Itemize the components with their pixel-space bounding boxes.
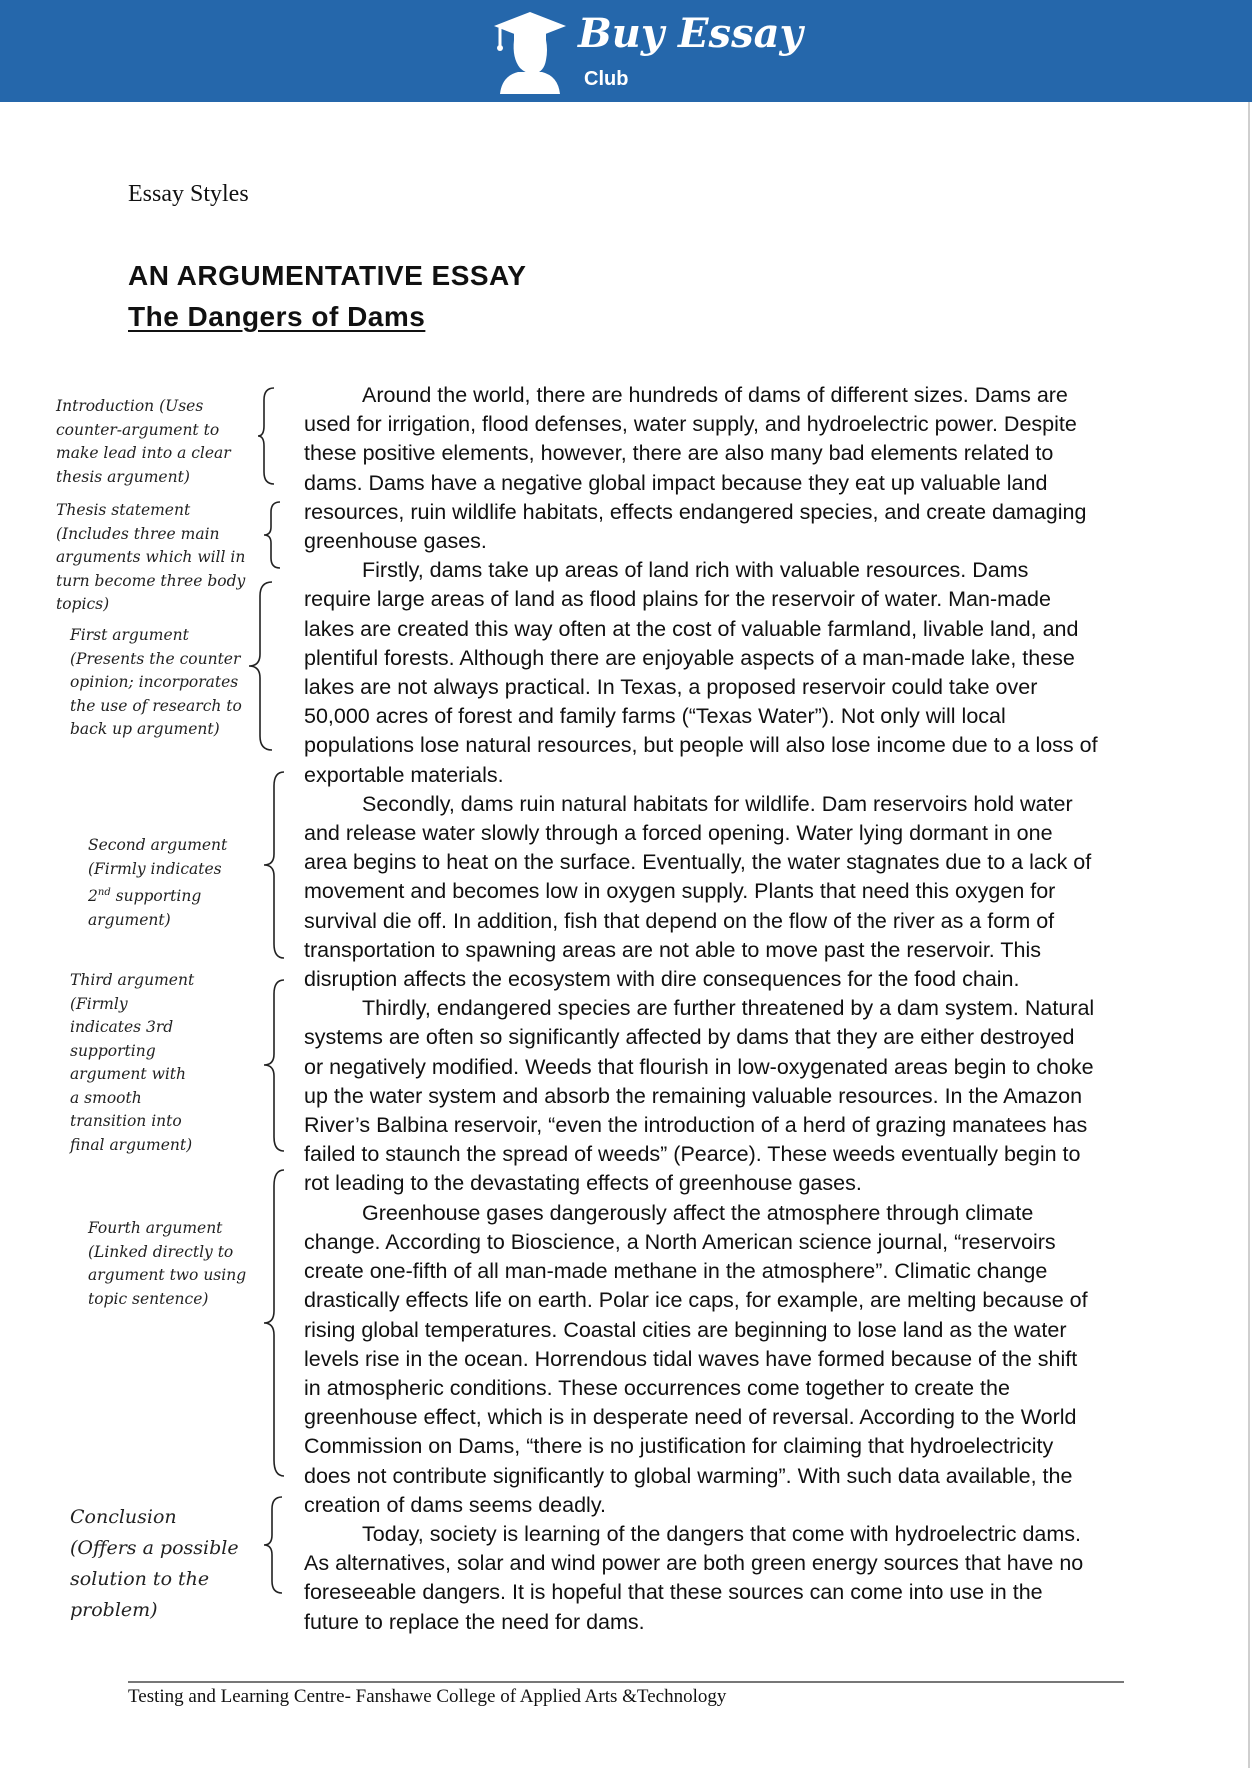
annotation-conclusion <box>70 1502 245 1626</box>
annotation-text: Introduction (Uses counter-argument to make lead into a clear thesis argument) <box>56 397 231 486</box>
annotation-text: Third argument (Firmly indicates 3rd supporting argument with a smooth transition into final argument) <box>70 971 195 1154</box>
annotation-superscript: nd <box>97 887 111 898</box>
brand-sub: Club <box>584 68 629 90</box>
paragraph-second-argument: Secondly, dams ruin natural habitats for wildlife. Dam reservoirs hold water and release water slowly through a forced opening. Water lying dormant in one area begins to heat on the surface. Eventually, the water stagnates due to a lack of movement and becomes low in oxygen supply. Plants that need this oxygen for survival die off. In addition, fish that depend on the flow of the river as a form of transportation to spawning areas are not able to move past the reservoir. This disruption affects the ecosystem with dire consequences for the food chain. <box>304 791 1092 992</box>
footer-divider <box>128 1681 1124 1683</box>
brace-second-argument <box>262 770 288 960</box>
paragraph-first-argument: Firstly, dams take up areas of land rich with valuable resources. Dams require large areas of land as flood plains for the reservoir of water. Man-made lakes are created this way often at the cost of valuable farmland, livable land, and plentiful forests. Although there are enjoyable aspects of a man-made lake, these lakes are not always practical. In Texas, a proposed reservoir could take over 50,000 acres of forest and family farms (“Texas Water”). Not only will local populations lose natural resources, but people will also lose income due to a loss of exportable materials. <box>304 558 1098 787</box>
essay-body <box>304 381 1099 1637</box>
annotation-text: Second argument (Firmly indicates 2 <box>88 836 228 906</box>
paragraph-fourth-argument: Greenhouse gases dangerously affect the atmosphere through climate change. According to Bioscience, a North American science journal, “reservoirs create one-fifth of all man-made methane in the atmosphere”. Climatic change drastically effects life on earth. Polar ice caps, for example, are melting because of rising global temperatures. Coastal cities are beginning to lose land as the water levels rise in the ocean. Horrendous tidal waves have formed because of the shift in atmospheric conditions. These occurrences come together to create the greenhouse effect, which is in desperate need of reversal. According to the World Commission on Dams, “there is no justification for claiming that hydroelectricity does not contribute significantly to global warming”. With such data available, the creation of dams seems deadly. <box>304 1200 1088 1517</box>
footer-text: Testing and Learning Centre- Fanshawe College of Applied Arts &Technology <box>128 1686 727 1707</box>
annotation-second-argument <box>88 834 238 932</box>
annotation-introduction <box>56 395 256 489</box>
annotation-fourth-argument <box>88 1217 253 1311</box>
paragraph-third-argument: Thirdly, endangered species are further threatened by a dam system. Natural systems are often so significantly affected by dams that they are either destroyed or negatively modified. Weeds that flourish in low-oxygenated areas begin to choke up the water system and absorb the remaining valuable resources. In the Amazon River’s Balbina reservoir, “even the introduction of a herd of grazing manatees has failed to staunch the spread of weeds” (Pearce). These weeds eventually begin to rot leading to the devastating effects of greenhouse gases. <box>304 996 1095 1196</box>
annotation-text: supporting argument) <box>88 887 202 929</box>
annotation-text: Conclusion (Offers a possible solution to the problem) <box>70 1506 239 1621</box>
site-header <box>0 0 1252 102</box>
page-subtitle: The Dangers of Dams <box>128 301 426 332</box>
brace-introduction <box>256 386 278 486</box>
annotation-third-argument <box>70 969 200 1157</box>
annotation-thesis <box>56 499 266 617</box>
page-title: AN ARGUMENTATIVE ESSAY <box>128 260 527 291</box>
brace-first-argument <box>246 580 276 752</box>
brand-name: Buy Essay <box>578 10 803 57</box>
paragraph-conclusion: Today, society is learning of the dangers that come with hydroelectric dams. As alternatives, solar and wind power are both green energy sources that have no foreseeable dangers. It is hopeful that these sources can come into use in the future to replace the need for dams. <box>304 1521 1084 1634</box>
page-edge <box>1248 102 1250 1768</box>
annotation-first-argument <box>70 624 245 742</box>
annotation-text: First argument (Presents the counter opinion; incorporates the use of research to back up argument) <box>70 626 242 738</box>
annotation-text: Thesis statement (Includes three main arguments which will in turn become three body topics) <box>56 501 246 613</box>
paragraph-introduction: Around the world, there are hundreds of dams of different sizes. Dams are used for irrigation, flood defenses, water supply, and hydroelectric power. Despite these positive elements, however, there are also many bad elements related to dams. Dams have a negative global impact because they eat up valuable land resources, ruin wildlife habitats, effects endangered species, and create damaging greenhouse gases. <box>304 383 1087 554</box>
doc-label: Essay Styles <box>128 181 249 207</box>
brace-third-argument <box>262 978 288 1153</box>
brace-fourth-argument <box>262 1168 288 1478</box>
brace-thesis <box>262 500 284 570</box>
graduate-head-icon <box>490 10 570 94</box>
annotation-text: Fourth argument (Linked directly to argument two using topic sentence) <box>88 1219 247 1308</box>
brace-conclusion <box>262 1495 286 1595</box>
